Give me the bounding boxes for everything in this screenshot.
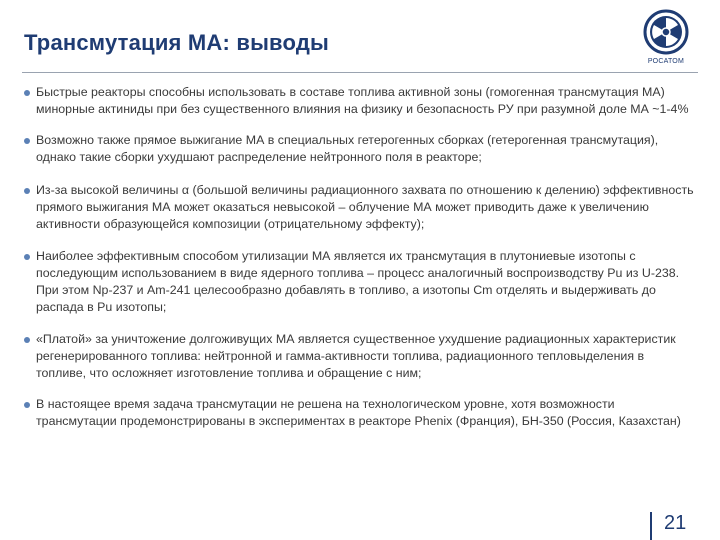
- list-item-text: «Платой» за уничтожение долгоживущих МА является существенное ухудшение радиационных характеристик регенерированного топлива: нейтронной и гамма-активности топлива, радиационного тепловыделения в топливе, что осложняет изготовление топлива и обращение с ним;: [36, 332, 676, 380]
- list-item: [24, 84, 696, 118]
- list-item-text: Из-за высокой величины α (большой величины радиационного захвата по отношению к делению) эффективность прямого выжигания МА может оказаться невысокой – облучение МА может приводить даже к увеличению активности образующейся композиции (отрицательному эффекту);: [36, 183, 694, 231]
- bullet-icon: [24, 254, 30, 260]
- logo-label: РОСАТОМ: [647, 58, 685, 65]
- page-number: 21: [664, 512, 687, 534]
- bullet-icon: [24, 402, 30, 408]
- page-number-divider: [650, 512, 652, 540]
- atom-icon: [638, 8, 694, 58]
- list-item-text: В настоящее время задача трансмутации не решена на технологическом уровне, хотя возможности трансмутации продемонстрированы в экспериментах в реакторе Phenix (Франция), БН-350 (Россия, Казахстан): [36, 397, 681, 428]
- list-item: [24, 132, 696, 166]
- list-item: [24, 182, 696, 233]
- bullet-icon: [24, 337, 30, 343]
- bullet-icon: [24, 188, 30, 194]
- list-item: [24, 248, 696, 316]
- list-item: [24, 396, 696, 430]
- list-item-text: Наиболее эффективным способом утилизации МА является их трансмутация в плутониевые изотопы с последующим использованием в виде ядерного топлива – процесс аналогичный воспроизводству Pu из U-238. При этом Np-237 и Am-241 целесообразно добавлять в топливо, а изотопы Cm отделять и выдерживать до распада в Pu изотопы;: [36, 249, 680, 314]
- bullet-icon: [24, 90, 30, 96]
- page-title: Трансмутация МА: выводы: [24, 30, 329, 55]
- list-item: [24, 331, 696, 382]
- list-item-text: Быстрые реакторы способны использовать в составе топлива активной зоны (гомогенная трансмутация МА) минорные актиниды при без существенного влияния на физику и безопасность РУ при разумной доле МА ~1-4%: [36, 85, 689, 116]
- title-divider: [22, 72, 698, 73]
- bullet-list: [24, 84, 696, 430]
- list-item-text: Возможно также прямое выжигание МА в специальных гетерогенных сборках (гетерогенная трансмутация), однако такие сборки ухудшают распределение нейтронного поля в реакторе;: [36, 133, 659, 164]
- rosatom-logo: [638, 8, 694, 70]
- bullet-icon: [24, 138, 30, 144]
